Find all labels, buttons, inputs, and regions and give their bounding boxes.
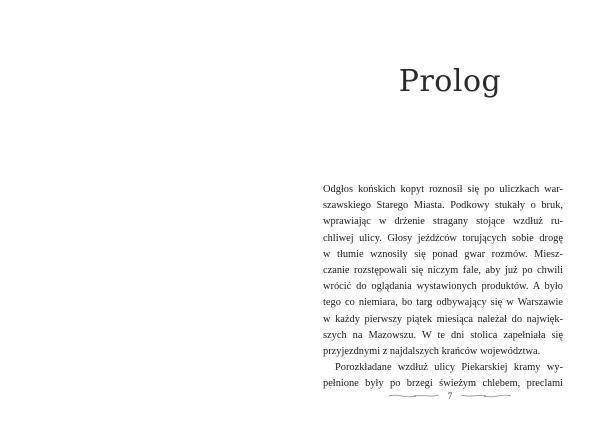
text-line: Odgłos końskich kopyt roznosił się po uliczkach war- [323,184,563,195]
body-text [323,182,563,392]
paragraph-2 [323,360,563,392]
paragraph-1 [323,182,563,360]
text-line: Porozkładane wzdłuż ulicy Piekarskiej kramy wy- [335,362,563,374]
text-line: wrócić do oglądania wystawionych produktów. A było [323,281,563,293]
text-line: tego co niemiara, bo targ odbywający się w Warszawie [323,297,563,309]
page-footer [300,391,600,401]
text-line: w tłumie wznosiły się ponad gwar rozmów. Miesz- [323,248,563,260]
left-ornament-icon [388,392,440,400]
page-number: 7 [447,391,453,401]
text-line: czanie rozstępowali się niczym fale, aby już po chwili [323,264,563,276]
chapter-title: Prolog [398,64,502,99]
text-line: wprawiając w drżenie stragany stojące wzdłuż ru- [323,216,563,228]
right-page [300,0,600,424]
text-line: chliwej ulicy. Głosy jeźdźców torujących sobie drogę [323,232,563,244]
text-line: szawskiego Starego Miasta. Podkowy stukały o bruk, [323,200,563,212]
right-ornament-icon [460,392,512,400]
text-line: pełnione były po brzegi świeżym chlebem, preclami [323,378,563,390]
text-line: szych na Mazowszu. W te dni stolica zapełniała się [323,329,563,341]
text-line: w każdy pierwszy piątek miesiąca należał do najwięk- [323,313,563,325]
text-line: przyjezdnymi z najdalszych krańców województwa. [323,345,541,357]
